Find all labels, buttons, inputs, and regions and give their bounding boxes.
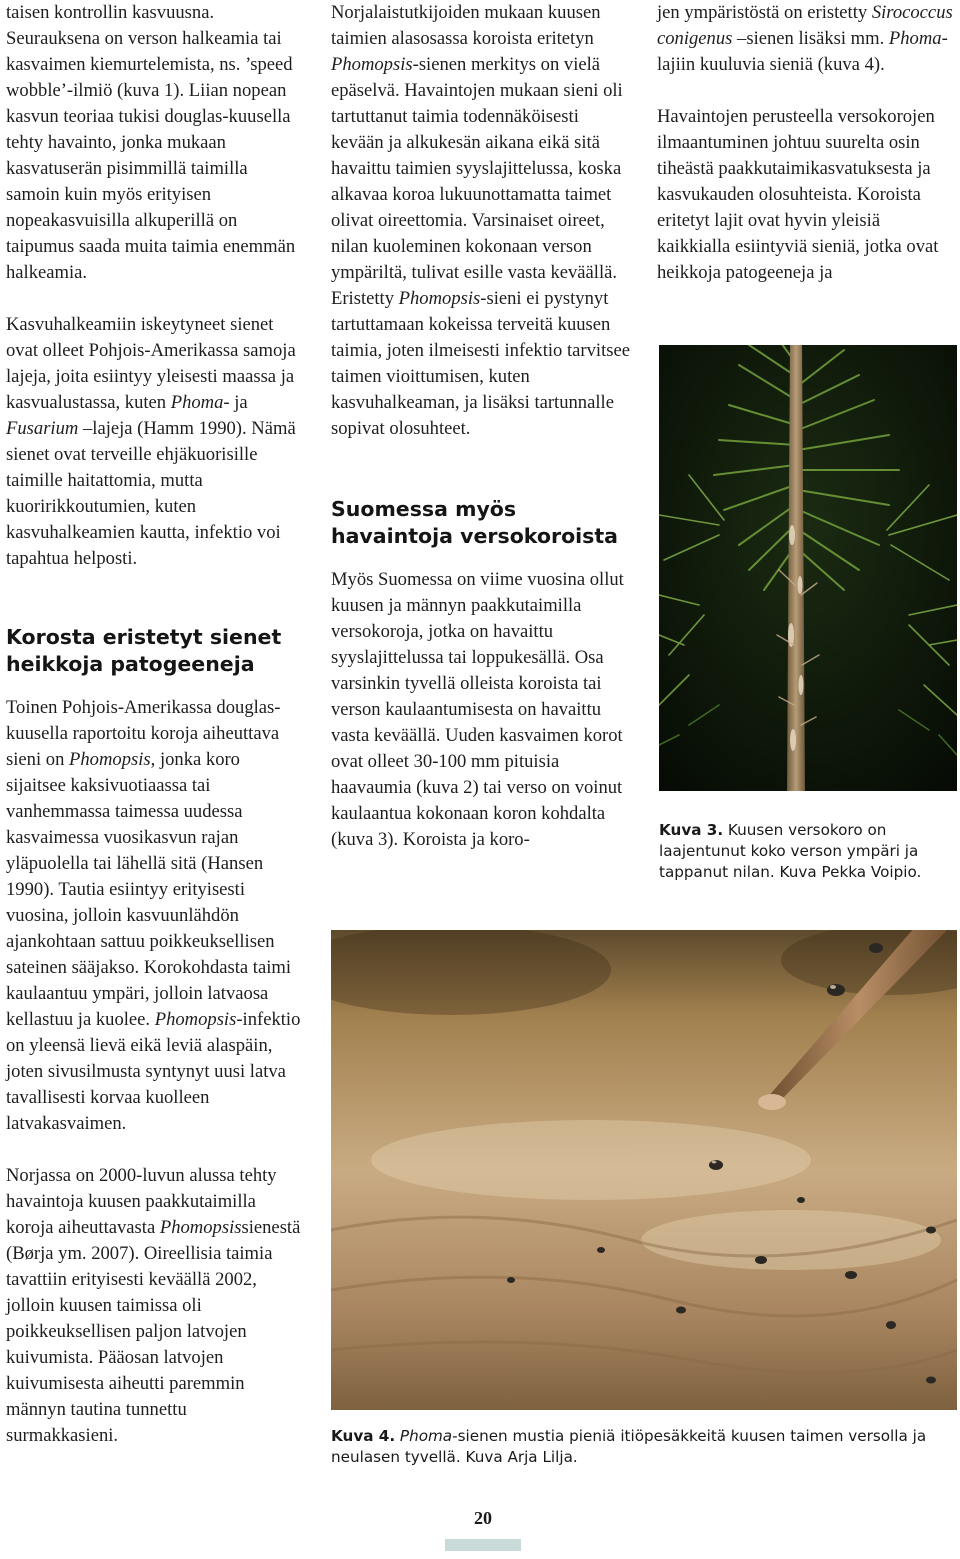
paragraph: jen ympäristöstä on eristetty Sirococcus conigenus –sienen lisäksi mm. Phoma-lajiin kuuluvia sieniä (kuva 4). — [657, 2, 953, 75]
figure-4-caption: Kuva 4. Phoma-sienen mustia pieniä itiöpesäkkeitä kuusen taimen versolla ja neulasen tyvellä. Kuva Arja Lilja. — [331, 1427, 927, 1466]
spruce-seedling-photo — [659, 345, 957, 791]
phoma-illustration — [331, 930, 957, 1410]
paragraph: taisen kontrollin kasvuusna. Seurauksena on verson halkeamia tai kasvaimen kiemurtelemista, ns. ’speed wobble’-ilmiö (kuva 1). Liian nopean kasvun teoriaa tukisi douglas-kuusella tehty havainto, jonka mukaan kasvatuserän pisimmillä taimilla samoin kuin myös erityisen nopeakasvuisilla alkuperillä on taipumus saada muita taimia enemmän halkeamia. — [6, 2, 296, 283]
section-heading: Korosta eristetyt sienet heikkoja patogeeneja — [6, 625, 282, 676]
paragraph: Norjassa on 2000-luvun alussa tehty havaintoja kuusen paakkutaimilla koroja aiheuttavasta Phomopsissienestä (Børja ym. 2007). Oireellisia taimia tavattiin erityisesti keväällä 2002, jolloin kuusen taimissa oli poikkeuksellisen paljon latvojen kuivumista. Pääosan latvojen kuivumisesta aiheutti paremmin männyn tautina tunnettu surmakkasieni. — [6, 1165, 301, 1446]
paragraph: Myös Suomessa on viime vuosina ollut kuusen ja männyn paakkutaimilla versokoroja, jotka on havaittu syyslajittelussa tai loppukesällä. Osa varsinkin tyvellä olleista koroista tai verson kaulaantumisesta on havaittu vasta keväällä. Uuden kasvaimen korot ovat olleet 30-100 mm pituisia haavaumia (kuva 2) tai verso on voinut kaulaantua kokonaan koron kohdalta (kuva 3). Koroista ja koro- — [331, 569, 624, 850]
paragraph: Havaintojen perusteella versokorojen ilmaantuminen johtuu suurelta osin tiheästä paakkutaimikasvatuksesta ja kasvukauden olosuhteista. Koroista eritetyt lajit ovat hyvin yleisiä kaikkialla esiintyviä sieniä, jotka ovat heikkoja patogeeneja ja — [657, 106, 939, 283]
page-number: 20 — [474, 1508, 492, 1528]
paragraph: Norjalaistutkijoiden mukaan kuusen taimien alasosassa koroista eritetyn Phomopsis-sienen merkitys on vielä epäselvä. Havaintojen mukaan sieni oli tartuttanut taimia todennäköisesti kevään ja alkukesän aikana eikä sitä havaittu taimien syyslajittelussa, koska alkavaa koroa lukuunottamatta taimet olivat oireettomia. Varsinaiset oireet, nilan kuoleminen kokonaan verson ympäriltä, tulivat esille vasta keväällä. Eristetty Phomopsis-sieni ei pystynyt tartuttamaan kokeissa terveitä kuusen taimia, joten ilmeisesti infektio tarvitsee taimen vioittumisen, kuten kasvuhalkeaman, ja lisäksi tartunnalle sopivat olosuhteet. — [331, 2, 630, 439]
section-heading: Suomessa myös havaintoja versokoroista — [331, 497, 619, 548]
text-column-3 — [657, 0, 957, 286]
text-column-1 — [6, 0, 302, 1449]
text-column-2 — [331, 0, 632, 853]
paragraph: Kasvuhalkeamiin iskeytyneet sienet ovat olleet Pohjois-Amerikassa samoja lajeja, joita esiintyy yleisesti maassa ja kasvualustassa, kuten Phoma- ja Fusarium –lajeja (Hamm 1990). Nämä sienet ovat terveille ehjäkuorisille taimille haitattomia, mutta kuoririkkoutumien, kuten kasvuhalkeamien kautta, infektio voi tapahtua helposti. — [6, 314, 296, 569]
paragraph: Toinen Pohjois-Amerikassa douglas-kuusella raportoitu koroja aiheuttava sieni on Phomopsis, jonka koro sijaitsee kaksivuotiaassa tai vanhemmassa taimessa uudessa kasvaimessa vuosikasvun rajan yläpuolella tai lähellä sitä (Hansen 1990). Tautia esiintyy erityisesti vuosina, jolloin kasvuunlähdön ajankohtaan sattuu poikkeuksellisen sateinen sääjakso. Korokohdasta taimi kaulaantuu ympäri, jolloin latvaosa kellastuu ja kuolee. Phomopsis-infektio on yleensä lievä eikä leviä alaspäin, joten sivusilmusta syntynyt uusi latva tavallisesti korvaa kuolleen latvakasvaimen. — [6, 697, 301, 1134]
phoma-closeup-photo — [331, 930, 957, 1410]
seedling-illustration — [659, 345, 957, 791]
figure-3-caption: Kuva 3. Kuusen versokoro on laajentunut koko verson ympäri ja tappanut nilan. Kuva Pekka Voipio. — [659, 821, 922, 881]
page-number-bar — [445, 1539, 521, 1551]
